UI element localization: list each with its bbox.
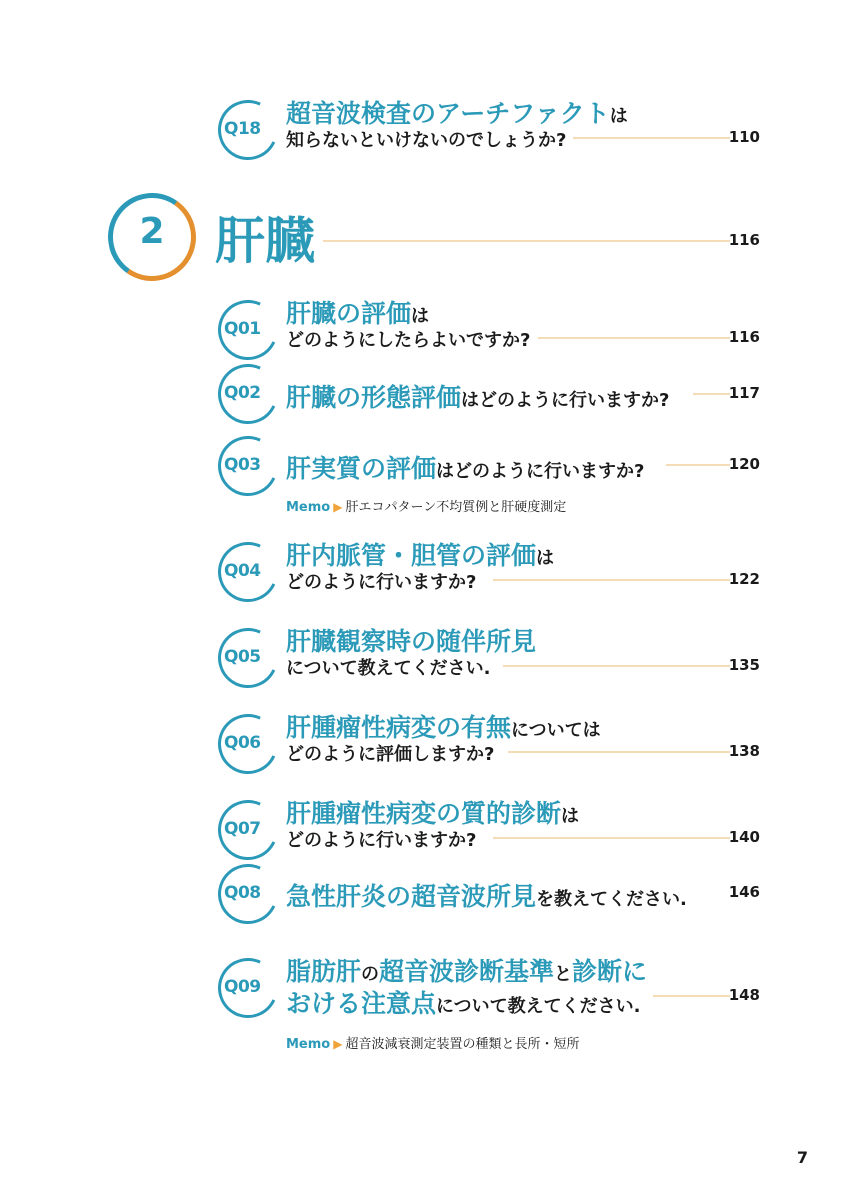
question-badge-label: Q07 (224, 819, 261, 839)
question-badge-label: Q09 (224, 977, 261, 997)
entry-title-highlight: おける注意点 (286, 989, 437, 1018)
entry-title-line1 (286, 794, 579, 830)
chapter-heading[interactable] (108, 193, 760, 293)
entry-title-line2 (286, 984, 641, 1020)
question-badge-label: Q05 (224, 647, 261, 667)
entry-title-highlight: 超音波検査のアーチファクト (286, 99, 610, 128)
toc-entry-q08[interactable] (218, 864, 760, 934)
entry-title-plain: について教えてください. (436, 996, 641, 1017)
toc-entry-q18[interactable] (218, 94, 760, 164)
leader-line (493, 579, 730, 581)
entry-title-plain: について教えてください. (286, 658, 491, 679)
question-badge-label: Q04 (224, 561, 261, 581)
leader-line (666, 464, 730, 466)
entry-title-line1 (286, 952, 647, 988)
entry-title-highlight: 肝臓観察時の随伴所見 (286, 627, 537, 656)
entry-title-highlight: 肝実質の評価 (286, 454, 437, 483)
entry-title-highlight: 脂肪肝 (286, 957, 362, 986)
leader-line (573, 137, 730, 139)
entry-title-plain: どのようにしたらよいですか? (286, 330, 531, 351)
memo-item[interactable] (286, 1033, 579, 1052)
chapter-title: 肝臓 (215, 212, 315, 270)
play-arrow-icon: ▶ (333, 500, 343, 514)
entry-title-line2 (286, 126, 566, 152)
entry-title-highlight: 肝臓の評価 (286, 299, 412, 328)
entry-title-plain: はどのように行いますか? (436, 461, 645, 482)
entry-title-line1 (286, 449, 644, 485)
entry-title-highlight: 肝臓の形態評価 (286, 383, 462, 412)
entry-title-line1 (286, 378, 669, 414)
question-badge-label: Q03 (224, 455, 261, 475)
chapter-number: 2 (139, 211, 165, 252)
entry-title-highlight: 肝内脈管・胆管の評価 (286, 541, 537, 570)
question-badge-label: Q02 (224, 383, 261, 403)
page-number: 140 (728, 828, 760, 846)
question-badge-label: Q01 (224, 319, 261, 339)
entry-title-plain: どのように行いますか? (286, 572, 477, 593)
toc-entry-q01[interactable] (218, 294, 760, 364)
entry-title-plain: を教えてください. (536, 889, 687, 910)
question-badge-label: Q08 (224, 883, 261, 903)
page-number: 120 (728, 455, 760, 473)
page-number: 135 (728, 656, 760, 674)
entry-title-line2 (286, 326, 530, 352)
entry-title-highlight: 急性肝炎の超音波所見 (286, 882, 537, 911)
memo-label: Memo (286, 500, 331, 515)
entry-title-highlight: 超音波診断基準 (379, 957, 555, 986)
question-badge-label: Q06 (224, 733, 261, 753)
page-number: 146 (728, 883, 760, 901)
page-number: 138 (728, 742, 760, 760)
page-number: 148 (728, 986, 760, 1004)
toc-entry-q02[interactable] (218, 364, 760, 434)
memo-item[interactable] (286, 496, 566, 515)
leader-line (653, 995, 730, 997)
entry-title-highlight: 肝腫瘤性病変の有無 (286, 713, 512, 742)
entry-title-line2 (286, 826, 476, 852)
toc-entry-q07[interactable] (218, 794, 760, 864)
leader-line (493, 837, 730, 839)
entry-title-plain: については (511, 720, 601, 741)
memo-text: 超音波減衰測定装置の種類と長所・短所 (345, 1037, 580, 1052)
page-number: 116 (728, 328, 760, 346)
entry-title-plain: は (609, 106, 628, 127)
toc-entry-q05[interactable] (218, 622, 760, 692)
entry-title-line1 (286, 708, 601, 744)
entry-title-plain: の (361, 964, 380, 985)
chapter-page-number: 116 (728, 231, 760, 249)
entry-title-plain: 知らないといけないのでしょうか? (286, 130, 567, 151)
memo-text: 肝エコパターン不均質例と肝硬度測定 (345, 500, 567, 515)
toc-entry-q09[interactable] (218, 952, 760, 1022)
entry-title-plain: どのように評価しますか? (286, 744, 495, 765)
entry-title-plain: はどのように行いますか? (461, 390, 670, 411)
entry-title-line2 (286, 740, 494, 766)
page-footer-number: 7 (796, 1148, 808, 1167)
entry-title-line1 (286, 536, 554, 572)
entry-title-plain: は (536, 548, 555, 569)
entry-title-plain: と (554, 964, 573, 985)
leader-line (538, 337, 730, 339)
entry-title-line1 (286, 94, 628, 130)
leader-line (503, 665, 730, 667)
entry-title-plain: どのように行いますか? (286, 830, 477, 851)
question-badge-label: Q18 (224, 119, 261, 139)
leader-line (323, 240, 730, 242)
memo-label: Memo (286, 1037, 331, 1052)
entry-title-line1 (286, 877, 687, 913)
entry-title-highlight: 肝腫瘤性病変の質的診断 (286, 799, 562, 828)
toc-entry-q04[interactable] (218, 536, 760, 606)
entry-title-line2 (286, 654, 490, 680)
leader-line (693, 393, 730, 395)
play-arrow-icon: ▶ (333, 1037, 343, 1051)
entry-title-plain: は (561, 806, 580, 827)
leader-line (508, 751, 730, 753)
entry-title-line1 (286, 294, 429, 330)
entry-title-line1 (286, 622, 536, 658)
entry-title-plain: は (411, 306, 430, 327)
page-number: 110 (728, 128, 760, 146)
entry-title-highlight: 診断に (572, 957, 648, 986)
page-number: 117 (728, 384, 760, 402)
page-number: 122 (728, 570, 760, 588)
toc-entry-q06[interactable] (218, 708, 760, 778)
entry-title-line2 (286, 568, 476, 594)
